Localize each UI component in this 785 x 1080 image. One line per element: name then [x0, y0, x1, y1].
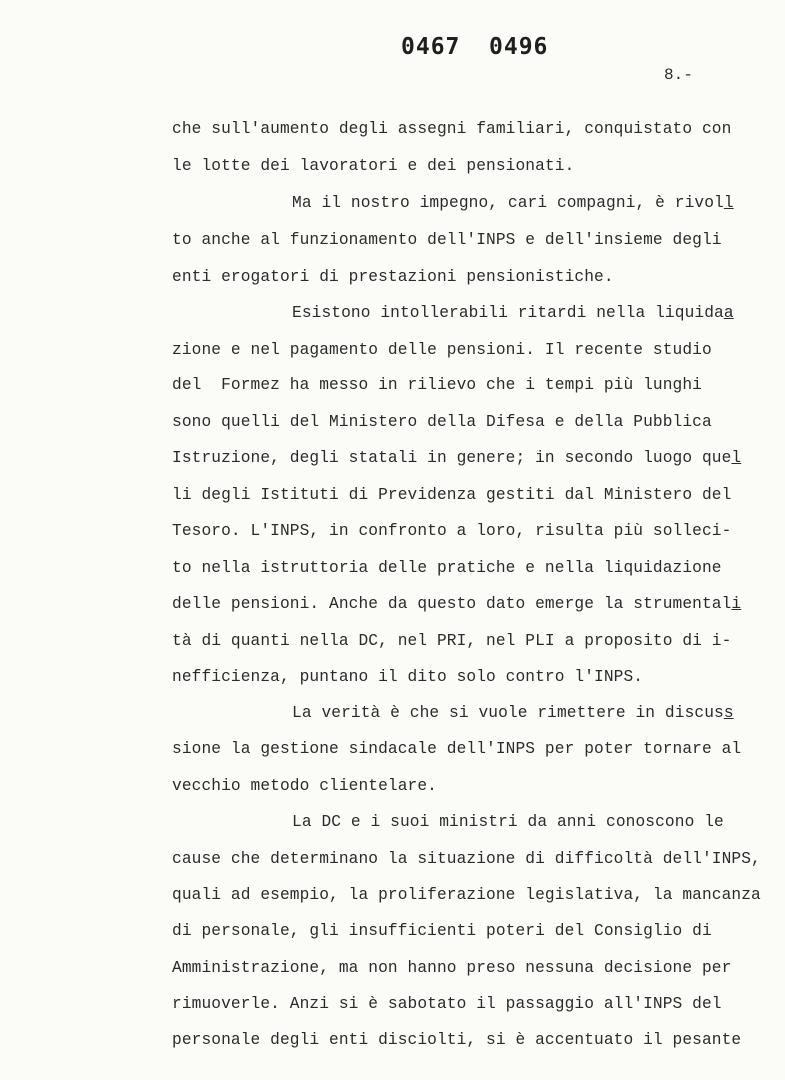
text-line: che sull'aumento degli assegni familiari, conquistato con [172, 120, 732, 138]
text-line: zione e nel pagamento delle pensioni. Il recente studio [172, 341, 712, 359]
text-line: cause che determinano la situazione di difficoltà dell'INPS, [172, 850, 761, 868]
text-line: La DC e i suoi ministri da anni conoscono le [292, 813, 724, 831]
text-line: nefficienza, puntano il dito solo contro l'INPS. [172, 668, 644, 686]
archive-stamp-number-2: 0496 [489, 34, 549, 60]
text-line: del Formez ha messo in rilievo che i tempi più lunghi [172, 376, 702, 394]
text-line: quali ad esempio, la proliferazione legislativa, la mancanza [172, 886, 761, 904]
text-line: delle pensioni. Anche da questo dato emerge la strumentali [172, 595, 742, 613]
text-line: La verità è che si vuole rimettere in discuss [292, 704, 734, 722]
text-line: tà di quanti nella DC, nel PRI, nel PLI a proposito di i- [172, 632, 732, 650]
hyphenation-mark: s [723, 704, 734, 722]
text-line: di personale, gli insufficienti poteri del Consiglio di [172, 922, 712, 940]
hyphenation-mark: l [731, 449, 742, 467]
text-line: Ma il nostro impegno, cari compagni, è rivoll [292, 194, 734, 212]
hyphenation-mark: l [723, 194, 734, 212]
text-line: sono quelli del Ministero della Difesa e della Pubblica [172, 413, 712, 431]
hyphenation-mark: i [731, 595, 742, 613]
text-line: le lotte dei lavoratori e dei pensionati. [172, 157, 575, 175]
text-line: to nella istruttoria delle pratiche e nella liquidazione [172, 559, 722, 577]
text-line: li degli Istituti di Previdenza gestiti dal Ministero del [172, 486, 732, 504]
text-line: rimuoverle. Anzi si è sabotato il passaggio all'INPS del [172, 995, 722, 1013]
text-line: sione la gestione sindacale dell'INPS per poter tornare al [172, 740, 742, 758]
text-line: vecchio metodo clientelare. [172, 777, 437, 795]
text-line: Amministrazione, ma non hanno preso nessuna decisione per [172, 959, 732, 977]
text-line: to anche al funzionamento dell'INPS e dell'insieme degli [172, 231, 722, 249]
text-line: Istruzione, degli statali in genere; in secondo luogo quel [172, 449, 742, 467]
text-line: Esistono intollerabili ritardi nella liquidaa [292, 304, 734, 322]
text-line: enti erogatori di prestazioni pensionistiche. [172, 268, 614, 286]
text-line: Tesoro. L'INPS, in confronto a loro, risulta più solleci- [172, 522, 732, 540]
archive-stamp-number-1: 0467 [401, 34, 461, 60]
hyphenation-mark: a [723, 304, 734, 322]
text-line: personale degli enti disciolti, si è accentuato il pesante [172, 1031, 742, 1049]
page-number: 8.- [664, 66, 693, 84]
